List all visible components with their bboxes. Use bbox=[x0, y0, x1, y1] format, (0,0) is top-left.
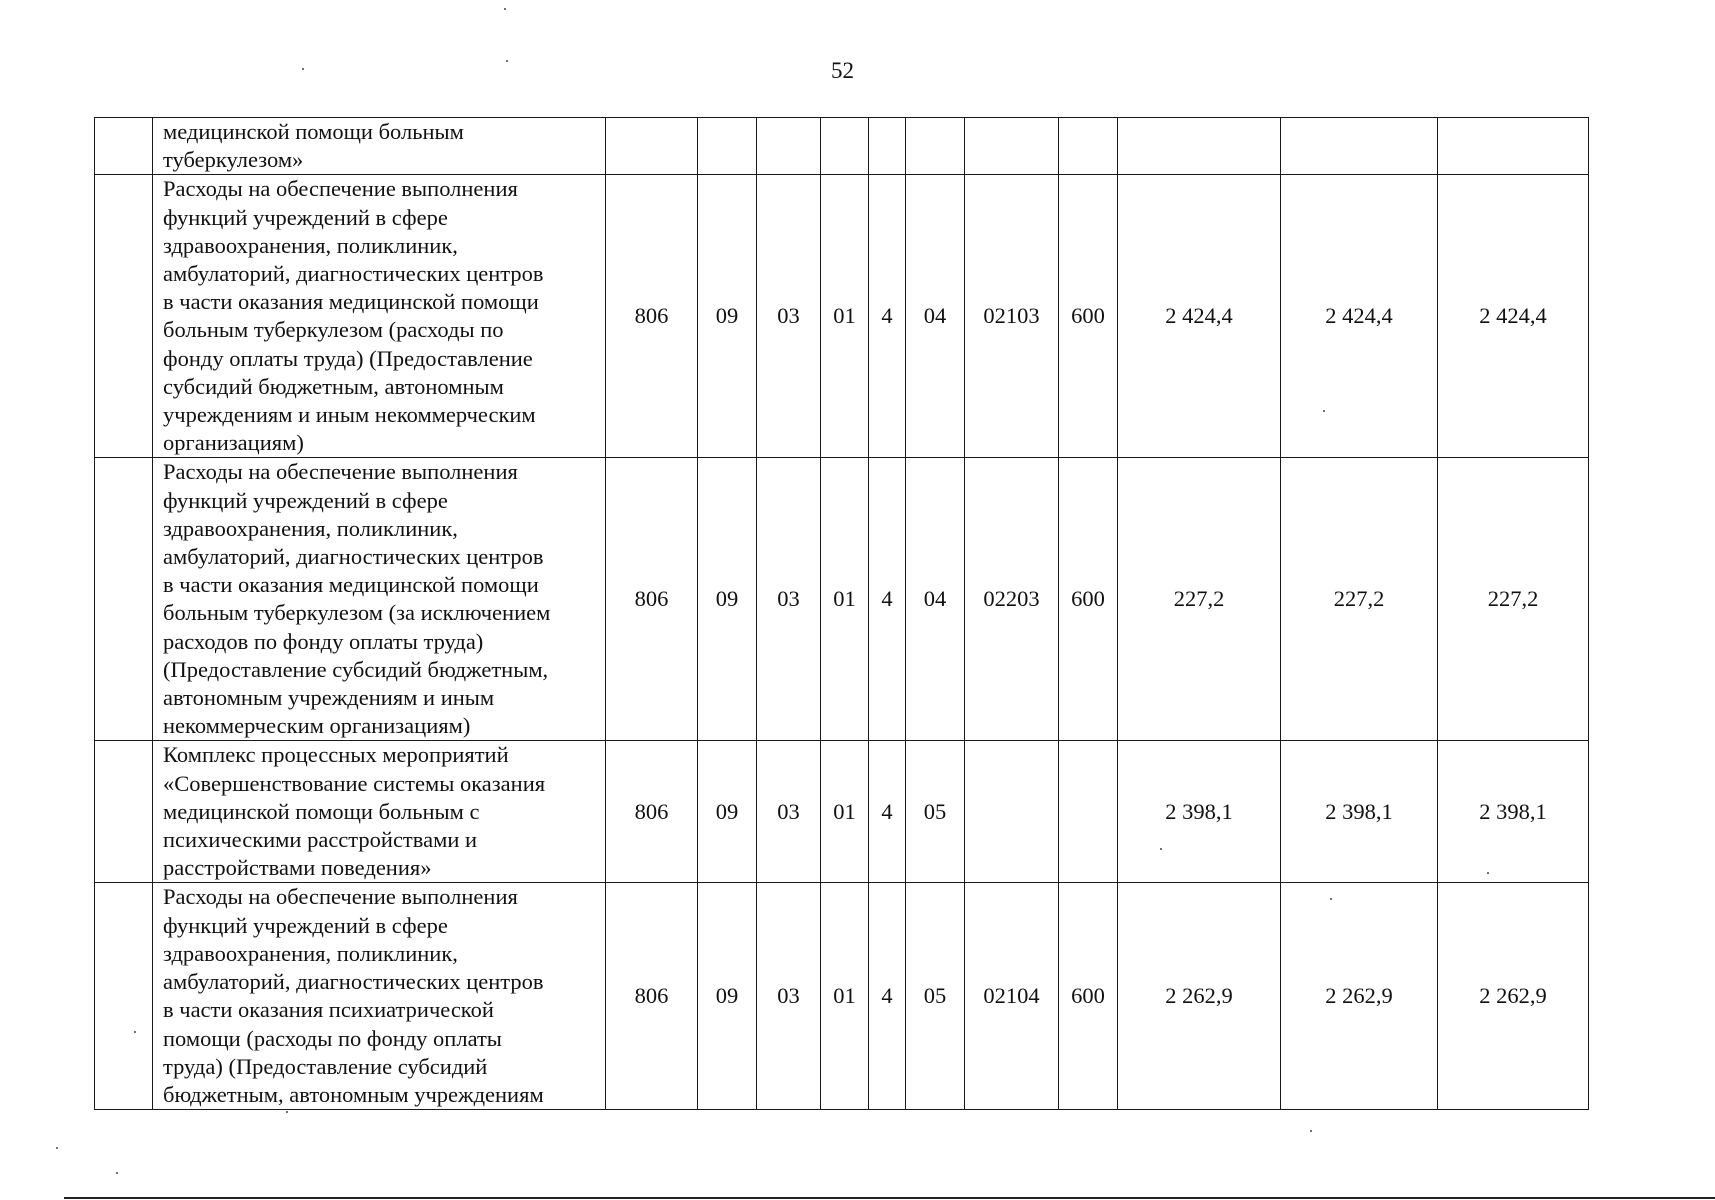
expense-type-cell: 600 bbox=[1059, 883, 1118, 1110]
section-code-cell: 09 bbox=[698, 458, 757, 741]
direction-code-cell bbox=[965, 118, 1059, 175]
amount-year3-cell: 2 424,4 bbox=[1438, 175, 1589, 458]
scan-speck bbox=[1487, 872, 1489, 874]
description-line: здравоохранения, поликлиник, bbox=[163, 515, 458, 541]
ministry-code-cell: 806 bbox=[606, 458, 698, 741]
row-number-cell bbox=[95, 741, 153, 883]
subprogram-code-cell: 04 bbox=[906, 458, 965, 741]
description-cell bbox=[153, 175, 606, 458]
ministry-code-cell: 806 bbox=[606, 883, 698, 1110]
scan-speck bbox=[1330, 898, 1332, 900]
section-code-cell: 09 bbox=[698, 741, 757, 883]
description-line: здравоохранения, поликлиник, bbox=[163, 232, 458, 258]
row-number-cell bbox=[95, 883, 153, 1110]
scan-speck bbox=[116, 1172, 118, 1174]
description-cell bbox=[153, 458, 606, 741]
amount-year3-cell bbox=[1438, 118, 1589, 175]
subsection-code-cell: 03 bbox=[757, 458, 821, 741]
scan-speck bbox=[504, 8, 506, 10]
description-line: функций учреждений в сфере bbox=[163, 912, 448, 938]
description-line: функций учреждений в сфере bbox=[163, 487, 448, 513]
description-line: (Предоставление субсидий бюджетным, bbox=[163, 656, 549, 682]
description-line: в части оказания медицинской помощи bbox=[163, 289, 539, 315]
expense-type-cell bbox=[1059, 118, 1118, 175]
scan-speck bbox=[1310, 1130, 1312, 1132]
description-line: медицинской помощи больным с bbox=[163, 798, 480, 824]
description-line: в части оказания психиатрической bbox=[163, 997, 494, 1023]
subsection-code-cell: 03 bbox=[757, 175, 821, 458]
description-line: бюджетным, автономным учреждениям bbox=[163, 1081, 544, 1107]
scan-speck bbox=[302, 68, 304, 70]
description-cell bbox=[153, 883, 606, 1110]
table-row bbox=[95, 741, 1589, 883]
description-line: больным туберкулезом (за исключением bbox=[163, 600, 551, 626]
scan-speck bbox=[506, 60, 508, 62]
amount-year3-cell: 2 262,9 bbox=[1438, 883, 1589, 1110]
program-type-cell: 4 bbox=[869, 175, 906, 458]
page-number: 52 bbox=[831, 58, 854, 83]
description-cell bbox=[153, 118, 606, 175]
description-line: помощи (расходы по фонду оплаты bbox=[163, 1025, 502, 1051]
description-cell bbox=[153, 741, 606, 883]
ministry-code-cell: 806 bbox=[606, 741, 698, 883]
subsection-code-cell: 03 bbox=[757, 741, 821, 883]
table-row bbox=[95, 118, 1589, 175]
expense-type-cell bbox=[1059, 741, 1118, 883]
amount-year1-cell: 2 424,4 bbox=[1118, 175, 1281, 458]
program-code-cell: 01 bbox=[821, 458, 869, 741]
table-body bbox=[95, 118, 1589, 1110]
program-type-cell: 4 bbox=[869, 883, 906, 1110]
amount-year1-cell bbox=[1118, 118, 1281, 175]
direction-code-cell: 02104 bbox=[965, 883, 1059, 1110]
description-line: автономным учреждениям и иным bbox=[163, 685, 495, 711]
subprogram-code-cell: 05 bbox=[906, 741, 965, 883]
description-line: Комплекс процессных мероприятий bbox=[163, 742, 509, 768]
program-code-cell: 01 bbox=[821, 741, 869, 883]
direction-code-cell: 02103 bbox=[965, 175, 1059, 458]
amount-year2-cell: 2 424,4 bbox=[1281, 175, 1438, 458]
amount-year1-cell: 227,2 bbox=[1118, 458, 1281, 741]
scan-speck bbox=[286, 1111, 288, 1113]
description-line: психическими расстройствами и bbox=[163, 827, 478, 853]
table-row bbox=[95, 883, 1589, 1110]
description-line: амбулаторий, диагностических центров bbox=[163, 544, 544, 570]
amount-year2-cell: 2 398,1 bbox=[1281, 741, 1438, 883]
description-line: субсидий бюджетным, автономным bbox=[163, 373, 504, 399]
scan-edge-line bbox=[64, 1197, 1715, 1199]
subprogram-code-cell bbox=[906, 118, 965, 175]
ministry-code-cell: 806 bbox=[606, 175, 698, 458]
subsection-code-cell: 03 bbox=[757, 883, 821, 1110]
subsection-code-cell bbox=[757, 118, 821, 175]
amount-year3-cell: 227,2 bbox=[1438, 458, 1589, 741]
description-line: некоммерческим организациям) bbox=[163, 713, 471, 739]
budget-table bbox=[94, 117, 1589, 1110]
row-number-cell bbox=[95, 118, 153, 175]
description-line: амбулаторий, диагностических центров bbox=[163, 969, 544, 995]
scan-speck bbox=[1160, 848, 1162, 850]
description-line: труда) (Предоставление субсидий bbox=[163, 1053, 488, 1079]
scan-speck bbox=[134, 1031, 136, 1033]
description-line: Расходы на обеспечение выполнения bbox=[163, 884, 518, 910]
expense-type-cell: 600 bbox=[1059, 175, 1118, 458]
program-type-cell: 4 bbox=[869, 741, 906, 883]
program-type-cell: 4 bbox=[869, 458, 906, 741]
section-code-cell bbox=[698, 118, 757, 175]
row-number-cell bbox=[95, 458, 153, 741]
description-line: фонду оплаты труда) (Предоставление bbox=[163, 345, 533, 371]
amount-year3-cell: 2 398,1 bbox=[1438, 741, 1589, 883]
description-line: функций учреждений в сфере bbox=[163, 204, 448, 230]
subprogram-code-cell: 05 bbox=[906, 883, 965, 1110]
description-line: расходов по фонду оплаты труда) bbox=[163, 628, 484, 654]
direction-code-cell: 02203 bbox=[965, 458, 1059, 741]
program-code-cell: 01 bbox=[821, 883, 869, 1110]
section-code-cell: 09 bbox=[698, 883, 757, 1110]
description-line: Расходы на обеспечение выполнения bbox=[163, 176, 518, 202]
program-code-cell: 01 bbox=[821, 175, 869, 458]
row-number-cell bbox=[95, 175, 153, 458]
ministry-code-cell bbox=[606, 118, 698, 175]
description-line: расстройствами поведения» bbox=[163, 855, 432, 881]
subprogram-code-cell: 04 bbox=[906, 175, 965, 458]
description-line: «Совершенствование системы оказания bbox=[163, 770, 546, 796]
amount-year2-cell: 227,2 bbox=[1281, 458, 1438, 741]
program-code-cell bbox=[821, 118, 869, 175]
description-line: туберкулезом» bbox=[163, 147, 304, 173]
scan-speck bbox=[1323, 410, 1325, 412]
direction-code-cell bbox=[965, 741, 1059, 883]
description-line: в части оказания медицинской помощи bbox=[163, 572, 539, 598]
expense-type-cell: 600 bbox=[1059, 458, 1118, 741]
table-row bbox=[95, 458, 1589, 741]
table-row bbox=[95, 175, 1589, 458]
program-type-cell bbox=[869, 118, 906, 175]
amount-year2-cell bbox=[1281, 118, 1438, 175]
description-line: амбулаторий, диагностических центров bbox=[163, 261, 544, 287]
description-line: медицинской помощи больным bbox=[163, 119, 464, 144]
scan-speck bbox=[56, 1147, 58, 1149]
amount-year2-cell: 2 262,9 bbox=[1281, 883, 1438, 1110]
description-line: учреждениям и иным некоммерческим bbox=[163, 402, 536, 428]
description-line: организациям) bbox=[163, 430, 304, 456]
amount-year1-cell: 2 262,9 bbox=[1118, 883, 1281, 1110]
section-code-cell: 09 bbox=[698, 175, 757, 458]
amount-year1-cell: 2 398,1 bbox=[1118, 741, 1281, 883]
description-line: здравоохранения, поликлиник, bbox=[163, 940, 458, 966]
description-line: больным туберкулезом (расходы по bbox=[163, 317, 504, 343]
description-line: Расходы на обеспечение выполнения bbox=[163, 459, 518, 485]
